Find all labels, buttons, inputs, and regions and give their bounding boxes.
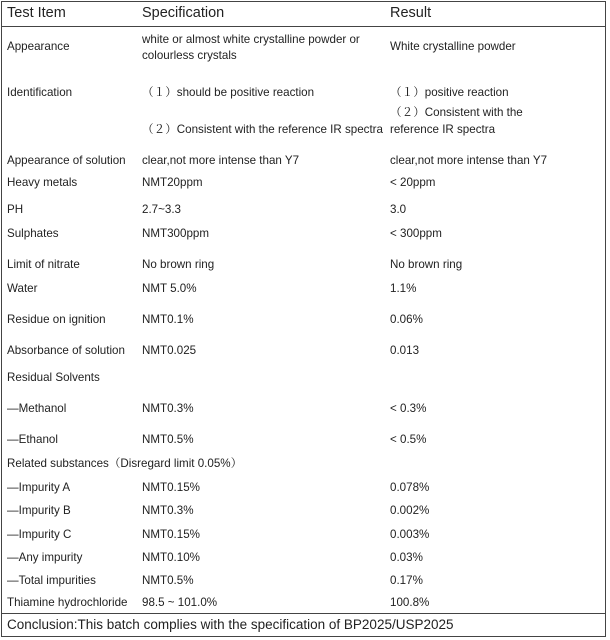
specification-text: No brown ring (142, 258, 215, 271)
result-text: 100.8% (390, 596, 430, 609)
header-test-item: Test Item (7, 5, 66, 21)
result-text: < 20ppm (390, 176, 436, 189)
specification-text: NMT 5.0% (142, 282, 197, 295)
specification-text: NMT0.3% (142, 504, 194, 517)
test-item-label: Limit of nitrate (7, 258, 80, 271)
specification-text: NMT0.3% (142, 402, 194, 415)
test-item-label: Residue on ignition (7, 313, 106, 326)
specification-text: NMT20ppm (142, 176, 203, 189)
specification-text: NMT0.5% (142, 433, 194, 446)
result-text: 0.078% (390, 481, 430, 494)
conclusion-row (2, 613, 605, 636)
test-item-label: PH (7, 203, 24, 216)
result-text: < 0.3% (390, 402, 427, 415)
result-text: White crystalline powder (390, 40, 516, 53)
result-text: reference IR spectra (390, 123, 496, 136)
test-item-label: Absorbance of solution (7, 344, 125, 357)
specification-text: NMT0.5% (142, 574, 194, 587)
header-result: Result (390, 5, 432, 21)
result-text: 0.003% (390, 528, 430, 541)
test-item-label: Identification (7, 86, 73, 99)
test-item-label: Sulphates (7, 227, 59, 240)
test-item-label: —Total impurities (7, 574, 96, 587)
specification-text: （２）Consistent with the reference IR spectra (142, 123, 383, 136)
result-text: No brown ring (390, 258, 463, 271)
specification-text: 2.7~3.3 (142, 203, 182, 216)
specification-text: NMT300ppm (142, 227, 210, 240)
result-text: 0.002% (390, 504, 430, 517)
test-item-label: Appearance (7, 40, 70, 53)
result-text: 1.1% (390, 282, 417, 295)
test-report-table (1, 1, 606, 637)
specification-text: NMT0.15% (142, 528, 200, 541)
specification-text: NMT0.025 (142, 344, 197, 357)
table-body (2, 26, 605, 616)
header-specification: Specification (142, 5, 225, 21)
result-text: （１）positive reaction (390, 86, 509, 99)
specification-text: white or almost white crystalline powder or (142, 33, 360, 46)
test-item-label: Thiamine hydrochloride (7, 596, 128, 609)
test-item-label: —Impurity C (7, 528, 72, 541)
conclusion-text: Conclusion:This batch complies with the specification of BP2025/USP2025 (7, 617, 454, 632)
table-header (2, 2, 605, 27)
result-text: 3.0 (390, 203, 407, 216)
specification-text: NMT0.10% (142, 551, 200, 564)
result-text: clear,not more intense than Y7 (390, 154, 548, 167)
specification-text: （１）should be positive reaction (142, 86, 315, 99)
result-text: 0.013 (390, 344, 420, 357)
result-text: 0.03% (390, 551, 423, 564)
test-item-label: —Impurity B (7, 504, 71, 517)
test-item-label: Related substances（Disregard limit 0.05%） (7, 457, 243, 470)
test-item-label: Water (7, 282, 38, 295)
result-text: 0.17% (390, 574, 423, 587)
test-item-label: Residual Solvents (7, 371, 100, 384)
result-text: （２）Consistent with the (390, 106, 523, 119)
result-text: < 0.5% (390, 433, 427, 446)
specification-text: NMT0.1% (142, 313, 194, 326)
test-item-label: —Impurity A (7, 481, 71, 494)
specification-text: 98.5 ~ 101.0% (142, 596, 218, 609)
specification-text: NMT0.15% (142, 481, 200, 494)
result-text: 0.06% (390, 313, 423, 326)
specification-text: colourless crystals (142, 49, 237, 62)
test-item-label: Appearance of solution (7, 154, 126, 167)
test-item-label: —Methanol (7, 402, 67, 415)
specification-text: clear,not more intense than Y7 (142, 154, 300, 167)
test-item-label: Heavy metals (7, 176, 78, 189)
test-item-label: —Ethanol (7, 433, 58, 446)
result-text: < 300ppm (390, 227, 442, 240)
test-item-label: —Any impurity (7, 551, 83, 564)
